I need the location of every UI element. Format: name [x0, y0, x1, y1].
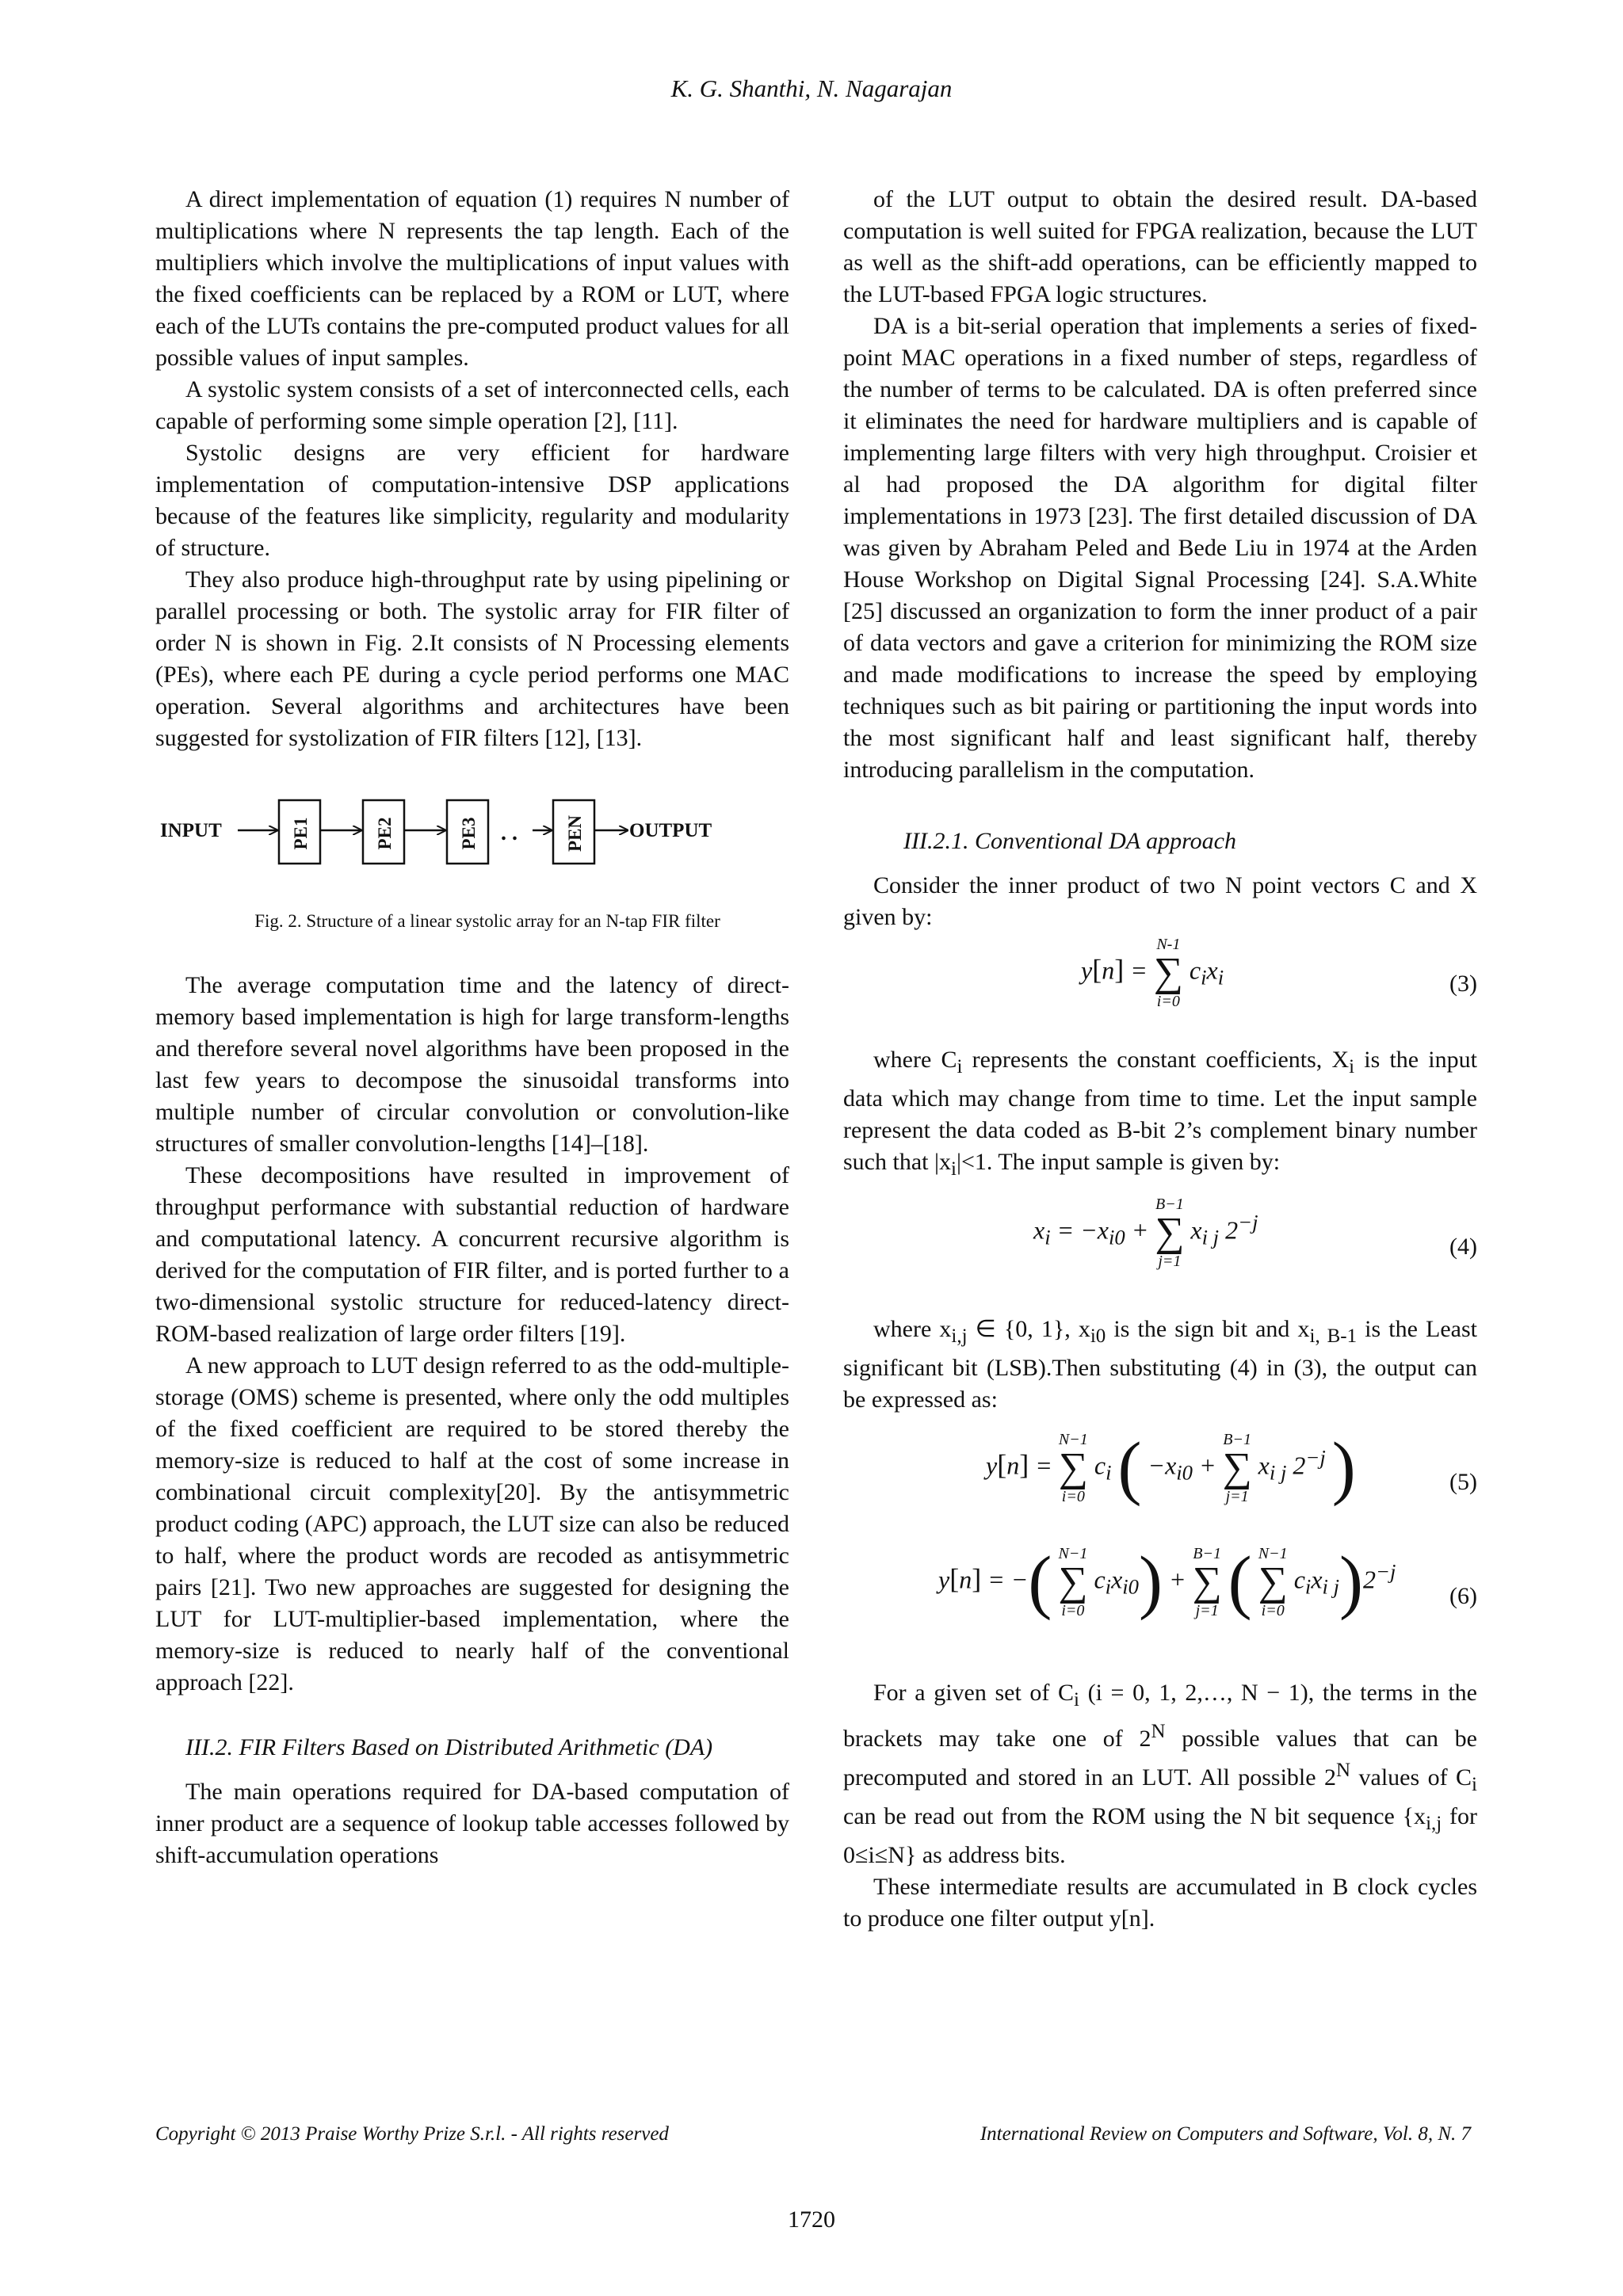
equation-6: y[n] = −( N−1 ∑ i=0 $c_ix_{i0}$) + B−1 ∑ j=1 ( N−1 ∑ i=0 $c_ix_{i j})2^{-j}$ (6): [938, 1543, 1477, 1621]
section-heading: III.2. FIR Filters Based on Distributed Arithmetic (DA): [185, 1734, 713, 1760]
footer-journal: International Review on Computers and Software, Vol. 8, N. 7: [980, 2123, 1471, 2145]
paragraph: of the LUT output to obtain the desired result. DA-based computation is well suited for FPGA realization, because the LUT as well as the shift-add operations, can be efficiently mapped to the LUT-based FPGA logic structures.: [843, 186, 1477, 307]
subsection-heading: III.2.1. Conventional DA approach: [903, 828, 1236, 854]
figure-2: [155, 794, 789, 970]
equation-number: (6): [1449, 1583, 1477, 1609]
paragraph: Systolic designs are very efficient for hardware implementation of computation-intensive DSP applications because of the features like simplicity, regularity and modularity of structure.: [155, 440, 789, 561]
paragraph: A systolic system consists of a set of interconnected cells, each capable of performing some simple operation [2], [11].: [155, 376, 789, 434]
input-label: INPUT: [160, 820, 222, 841]
paragraph: The average computation time and the latency of direct-memory based implementation is high for large transform-lengths and therefore several novel algorithms have been proposed in the last few years to decompose the sinusoidal transforms into multiple number of circular convolution or convolution-like structures of smaller convolution-lengths [14]–[18].: [155, 972, 789, 1157]
paragraph: The main operations required for DA-based computation of inner product are a sequence of lookup table accesses followed by shift-accumulation operations: [155, 1779, 789, 1868]
paragraph: For a given set of $C_i$ (i = 0, 1, 2,…, N − 1), the terms in the brackets may take one of $2^N$ possible values that can be precomputed and stored in an LUT. All possible $2^N$ values of $C_i$ can be read out from the ROM using the N bit sequence {$x_{i,j}$ for 0≤i≤N} as address bits.: [843, 1680, 1477, 1868]
equation-number: (4): [1449, 1234, 1477, 1260]
paragraph: A new approach to LUT design referred to as the odd-multiple-storage (OMS) scheme is presented, where only the odd multiples of the fixed coefficient are required to be stored thereby the memory-size is reduced to half at the cost of some increase in combinational circuit complexity[20]. By the antisymmetric product coding (APC) approach, the LUT size can also be reduced to half, where the product words are recoded as antisymmetric pairs [21]. Two new approaches are suggested for designing the LUT for LUT-multiplier-based implementation, where the memory-size is reduced to nearly half of the conventional approach [22].: [155, 1352, 789, 1695]
paragraph: They also produce high-throughput rate by using pipelining or parallel processing or both. The systolic array for FIR filter of order N is shown in Fig. 2.It consists of N Processing elements (PEs), where each PE during a cycle period performs one MAC operation. Several algorithms and architectures have been suggested for systolization of FIR filters [12], [13].: [155, 566, 789, 751]
page-number: 1720: [788, 2206, 835, 2233]
paragraph: These intermediate results are accumulated in B clock cycles to produce one filter output y[n].: [843, 1874, 1477, 1932]
equation-number: (3): [1449, 971, 1477, 997]
left-column: [155, 184, 789, 1871]
paragraph: where $x_{i,j}$ ∈ {0, 1}, $x_{i0}$ is the sign bit and $x_{i, B-1}$ is the Least significant bit (LSB).Then substituting (4) in (3), the output can be expressed as:: [843, 1316, 1477, 1413]
output-label: OUTPUT: [629, 820, 712, 841]
equation-4: $x_i = -x_{i0}$ + B−1 ∑ j=1 $x_{i j}$ $2^{-j}$ (4): [1033, 1196, 1477, 1270]
footer-copyright: Copyright © 2013 Praise Worthy Prize S.r.l. - All rights reserved: [155, 2123, 669, 2145]
paragraph: Consider the inner product of two N point vectors C and X given by:: [843, 872, 1477, 930]
right-column: [843, 184, 1477, 1935]
pen-label: PEN: [565, 815, 585, 852]
paragraph: DA is a bit-serial operation that implements a series of fixed-point MAC operations in a fixed number of steps, regardless of the number of terms to be calculated. DA is often preferred since it eliminates the need for hardware multipliers and is capable of implementing large filters with very high throughput. Croisier et al had proposed the DA algorithm for digital filter implementations in 1973 [23]. The first detailed discussion of DA was given by Abraham Peled and Bede Liu in 1974 at the Arden House Workshop on Digital Signal Processing [24]. S.A.White [25] discussed an organization to form the inner product of a pair of data vectors and gave a criterion for minimizing the ROM size and made modifications to increase the speed by employing techniques such as bit pairing or partitioning the input words into the most significant half and least significant half, thereby introducing parallelism in the computation.: [843, 313, 1477, 783]
pe1-label: PE1: [291, 817, 311, 850]
running-header: K. G. Shanthi, N. Nagarajan: [670, 74, 953, 102]
pe2-label: PE2: [375, 817, 395, 850]
figure-caption: Fig. 2. Structure of a linear systolic array for an N-tap FIR filter: [254, 911, 720, 931]
pe3-label: PE3: [459, 817, 479, 850]
paragraph: where $C_i$ represents the constant coefficients, $X_i$ is the input data which may change from time to time. Let the input sample represent the data coded as B-bit 2’s complement binary number such that $|x_i|<1$. The input sample is given by:: [843, 1047, 1477, 1180]
equation-3: y[n] = N-1 ∑ i=0 $c_ix_i$ (3): [1081, 936, 1477, 1010]
paragraph: A direct implementation of equation (1) requires N number of multiplications where N represents the tap length. Each of the multipliers which involve the multiplications of input values with the fixed coefficients can be replaced by a ROM or LUT, where each of the LUTs contains the pre-computed product values for all possible values of input samples.: [155, 186, 789, 371]
equation-number: (5): [1449, 1469, 1477, 1495]
equation-5: y[n] = N−1 ∑ i=0 $c_i$ ( $-x_{i0}$ + B−1 ∑ j=1 $x_{i j}$ $2^{-j}$ ) (5): [986, 1428, 1477, 1507]
paragraph: These decompositions have resulted in improvement of throughput performance with substantial reduction of hardware and computational latency. A concurrent recursive algorithm is derived for the computation of FIR filter, and is ported further to a two-dimensional systolic structure for reduced-latency direct-ROM-based realization of large order filters [19].: [155, 1162, 789, 1347]
ellipsis: . .: [501, 821, 517, 845]
